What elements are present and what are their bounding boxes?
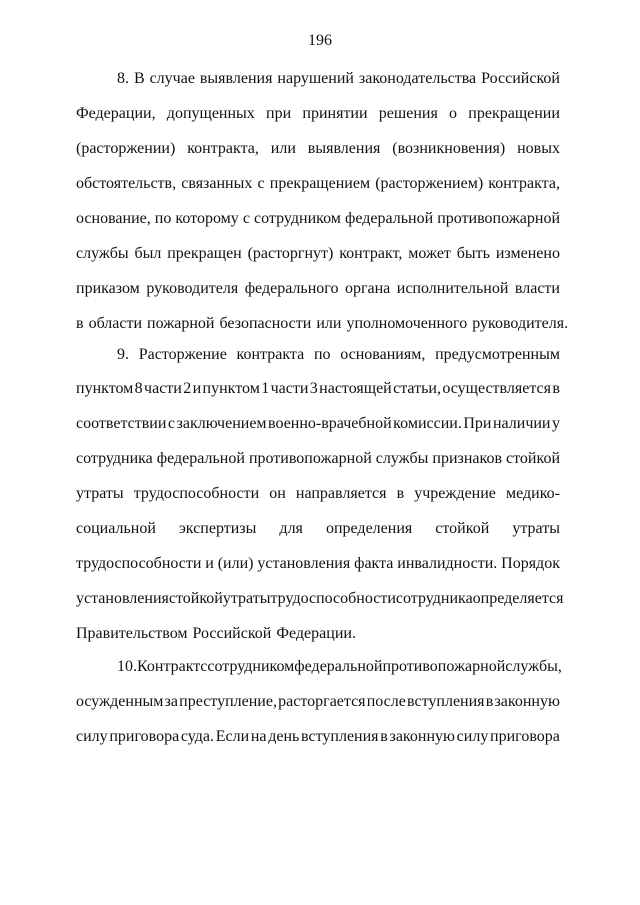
section-9-line-1: 9. Расторжение контракта по основаниям, предусмотренным bbox=[117, 346, 560, 363]
section-9-line-9: Правительством Российской Федерации. bbox=[76, 625, 356, 642]
section-8-line-8: в области пожарной безопасности или уполномоченного руководителя. bbox=[76, 315, 569, 332]
section-8-line-3: (расторжении) контракта, или выявления (возникновения) новых bbox=[76, 140, 560, 157]
section-8-line-4: обстоятельств, связанных с прекращением (расторжением) контракта, bbox=[76, 175, 560, 192]
section-8-line-7: приказом руководителя федерального органа исполнительной власти bbox=[76, 280, 560, 297]
section-8-line-1: 8. В случае выявления нарушений законодательства Российской bbox=[117, 70, 560, 87]
section-10-line-2: осужденным за преступление, расторгается после вступления в законную bbox=[76, 693, 560, 710]
section-8-line-6: службы был прекращен (расторгнут) контракт, может быть изменено bbox=[76, 245, 560, 262]
section-9-line-7: трудоспособности и (или) установления факта инвалидности. Порядок bbox=[76, 555, 560, 572]
section-9-line-3: соответствии с заключением военно-врачебной комиссии. При наличии у bbox=[76, 415, 560, 432]
section-9-line-6: социальной экспертизы для определения стойкой утраты bbox=[76, 520, 560, 537]
section-9-line-5: утраты трудоспособности он направляется в учреждение медико- bbox=[76, 485, 560, 502]
section-8-line-5: основание, по которому с сотрудником федеральной противопожарной bbox=[76, 210, 560, 227]
section-9-line-2: пунктом 8 части 2 и пунктом 1 части 3 настоящей статьи, осуществляется в bbox=[76, 380, 560, 397]
section-10-line-3: силу приговора суда. Если на день вступления в законную силу приговора bbox=[76, 728, 560, 745]
section-10-line-1: 10. Контракт с сотрудником федеральной противопожарной службы, bbox=[117, 658, 562, 675]
page-number: 196 bbox=[308, 32, 332, 49]
section-9-line-4: сотрудника федеральной противопожарной службы признаков стойкой bbox=[76, 450, 560, 467]
section-8-line-2: Федерации, допущенных при принятии решения о прекращении bbox=[76, 105, 560, 122]
section-9-line-8: установления стойкой утраты трудоспособности сотрудника определяется bbox=[76, 590, 564, 607]
